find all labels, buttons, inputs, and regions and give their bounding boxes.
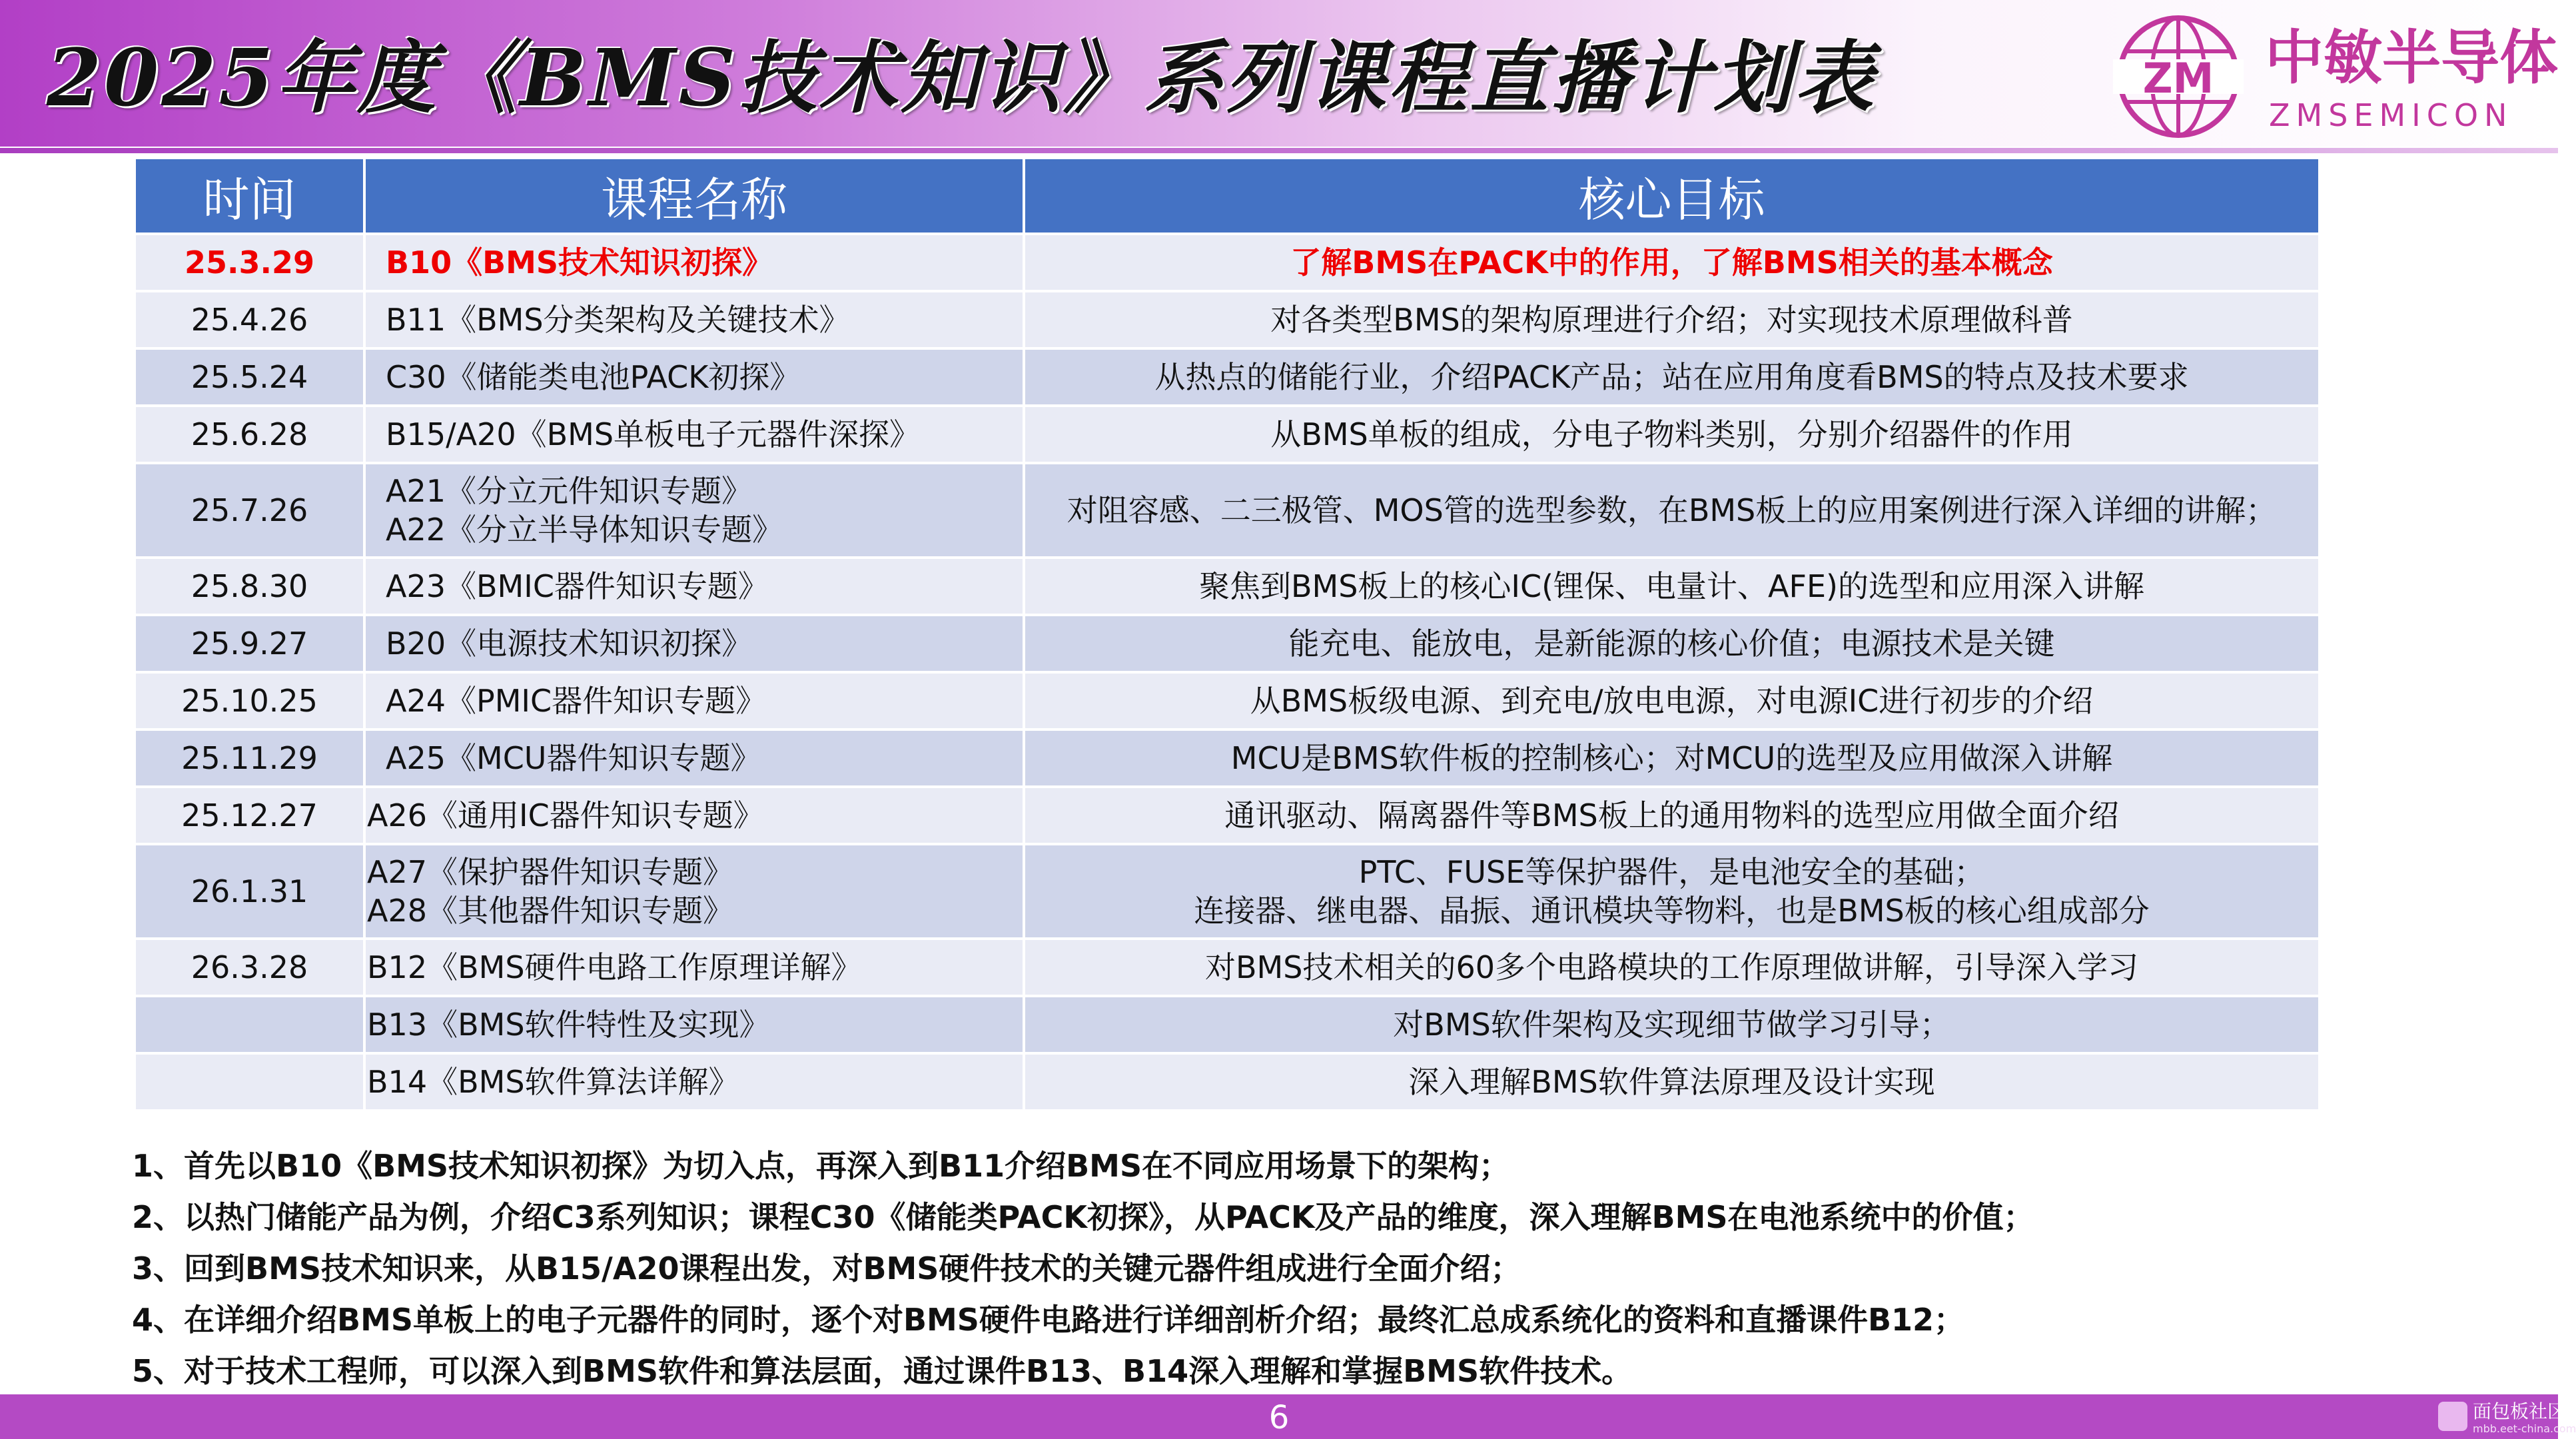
row-course bbox=[364, 844, 1024, 939]
header-course-name: 课程名称 bbox=[364, 158, 1024, 234]
note-item: 4、在详细介绍BMS单板上的电子元器件的同时，逐个对BMS硬件电路进行详细剖析介绍；最终汇总成系统化的资料和直播课件B12； bbox=[132, 1302, 1965, 1338]
page-title: 2025年度《BMS技术知识》系列课程直播计划表 bbox=[47, 31, 1876, 124]
row-course: B10《BMS技术知识初探》 bbox=[364, 234, 1024, 291]
header-core-goal: 核心目标 bbox=[1024, 158, 2320, 234]
goal-line: 连接器、继电器、晶振、通讯模块等物料，也是BMS板的核心组成部分 bbox=[1194, 893, 2150, 929]
page-number: 6 bbox=[1268, 1399, 1290, 1436]
row-goal: MCU是BMS软件板的控制核心；对MCU的选型及应用做深入讲解 bbox=[1024, 729, 2320, 787]
row-course: B11《BMS分类架构及关键技术》 bbox=[364, 291, 1024, 348]
table-row bbox=[135, 406, 2320, 463]
row-time: 26.3.28 bbox=[135, 939, 364, 996]
row-time: 25.8.30 bbox=[135, 558, 364, 615]
table-header-row bbox=[135, 158, 2320, 234]
course-line: A22《分立半导体知识专题》 bbox=[386, 512, 783, 548]
row-course: A26《通用IC器件知识专题》 bbox=[364, 787, 1024, 844]
table-row bbox=[135, 672, 2320, 729]
table-row bbox=[135, 1053, 2320, 1111]
row-course: C30《储能类电池PACK初探》 bbox=[364, 348, 1024, 406]
row-course bbox=[364, 463, 1024, 558]
company-logo bbox=[2112, 10, 2559, 143]
table-row bbox=[135, 939, 2320, 996]
table-row bbox=[135, 234, 2320, 291]
row-course: A23《BMIC器件知识专题》 bbox=[364, 558, 1024, 615]
table-row bbox=[135, 787, 2320, 844]
watermark-logo-icon bbox=[2438, 1402, 2467, 1431]
table-row bbox=[135, 348, 2320, 406]
logo-name-en: ZMSEMICON bbox=[2269, 97, 2513, 133]
note-item: 2、以热门储能产品为例，介绍C3系列知识；课程C30《储能类PACK初探》，从PACK及产品的维度，深入理解BMS在电池系统中的价值； bbox=[132, 1199, 2034, 1235]
watermark-text: 面包板社区 bbox=[2473, 1400, 2567, 1422]
course-line: A27《保护器件知识专题》 bbox=[367, 854, 734, 890]
row-course: B14《BMS软件算法详解》 bbox=[364, 1053, 1024, 1111]
course-line: A21《分立元件知识专题》 bbox=[386, 473, 753, 509]
watermark-url: mbb.eet-china.com bbox=[2473, 1422, 2576, 1435]
row-time: 26.1.31 bbox=[135, 844, 364, 939]
row-course: A24《PMIC器件知识专题》 bbox=[364, 672, 1024, 729]
row-goal: 对BMS软件架构及实现细节做学习引导； bbox=[1024, 996, 2320, 1053]
row-time: 25.9.27 bbox=[135, 615, 364, 672]
row-course: B12《BMS硬件电路工作原理详解》 bbox=[364, 939, 1024, 996]
row-goal: 从BMS板级电源、到充电/放电电源，对电源IC进行初步的介绍 bbox=[1024, 672, 2320, 729]
row-goal: 聚焦到BMS板上的核心IC(锂保、电量计、AFE)的选型和应用深入讲解 bbox=[1024, 558, 2320, 615]
table-row bbox=[135, 996, 2320, 1053]
row-course: A25《MCU器件知识专题》 bbox=[364, 729, 1024, 787]
row-course: B15/A20《BMS单板电子元器件深探》 bbox=[364, 406, 1024, 463]
row-goal: 从热点的储能行业，介绍PACK产品；站在应用角度看BMS的特点及技术要求 bbox=[1024, 348, 2320, 406]
row-goal bbox=[1024, 844, 2320, 939]
header-time: 时间 bbox=[135, 158, 364, 234]
row-time: 25.6.28 bbox=[135, 406, 364, 463]
course-schedule-table bbox=[133, 157, 2321, 1112]
row-time: 25.11.29 bbox=[135, 729, 364, 787]
row-time bbox=[135, 996, 364, 1053]
row-time: 25.12.27 bbox=[135, 787, 364, 844]
row-time: 25.10.25 bbox=[135, 672, 364, 729]
table-row bbox=[135, 291, 2320, 348]
logo-name-cn: 中敏半导体 bbox=[2265, 23, 2559, 92]
row-goal: 了解BMS在PACK中的作用，了解BMS相关的基本概念 bbox=[1024, 234, 2320, 291]
note-item: 5、对于技术工程师，可以深入到BMS软件和算法层面，通过课件B13、B14深入理解和掌握BMS软件技术。 bbox=[132, 1353, 1633, 1389]
table-row bbox=[135, 615, 2320, 672]
row-goal: 对各类型BMS的架构原理进行介绍；对实现技术原理做科普 bbox=[1024, 291, 2320, 348]
zm-globe-logo-icon bbox=[2112, 10, 2245, 143]
row-time: 25.7.26 bbox=[135, 463, 364, 558]
table-row bbox=[135, 463, 2320, 558]
row-goal: 深入理解BMS软件算法原理及设计实现 bbox=[1024, 1053, 2320, 1111]
row-time: 25.4.26 bbox=[135, 291, 364, 348]
row-goal: 对BMS技术相关的60多个电路模块的工作原理做讲解，引导深入学习 bbox=[1024, 939, 2320, 996]
goal-line: PTC、FUSE等保护器件，是电池安全的基础； bbox=[1358, 854, 1985, 890]
table-row bbox=[135, 844, 2320, 939]
row-course: B20《电源技术知识初探》 bbox=[364, 615, 1024, 672]
summary-notes bbox=[132, 1141, 2410, 1397]
note-item: 1、首先以B10《BMS技术知识初探》为切入点，再深入到B11介绍BMS在不同应用场景下的架构； bbox=[132, 1148, 1510, 1184]
row-goal: 从BMS单板的组成，分电子物料类别，分别介绍器件的作用 bbox=[1024, 406, 2320, 463]
row-time: 25.5.24 bbox=[135, 348, 364, 406]
row-course: B13《BMS软件特性及实现》 bbox=[364, 996, 1024, 1053]
note-item: 3、回到BMS技术知识来，从B15/A20课程出发，对BMS硬件技术的关键元器件组成进行全面介绍； bbox=[132, 1250, 1521, 1286]
row-goal: 对阻容感、二三极管、MOS管的选型参数，在BMS板上的应用案例进行深入详细的讲解； bbox=[1024, 463, 2320, 558]
course-line: A28《其他器件知识专题》 bbox=[367, 893, 734, 929]
row-goal: 能充电、能放电，是新能源的核心价值；电源技术是关键 bbox=[1024, 615, 2320, 672]
row-goal: 通讯驱动、隔离器件等BMS板上的通用物料的选型应用做全面介绍 bbox=[1024, 787, 2320, 844]
svg-text:ZM: ZM bbox=[2142, 54, 2214, 103]
row-time bbox=[135, 1053, 364, 1111]
header-divider bbox=[0, 148, 2558, 153]
row-time: 25.3.29 bbox=[135, 234, 364, 291]
table-row bbox=[135, 729, 2320, 787]
table-row bbox=[135, 558, 2320, 615]
